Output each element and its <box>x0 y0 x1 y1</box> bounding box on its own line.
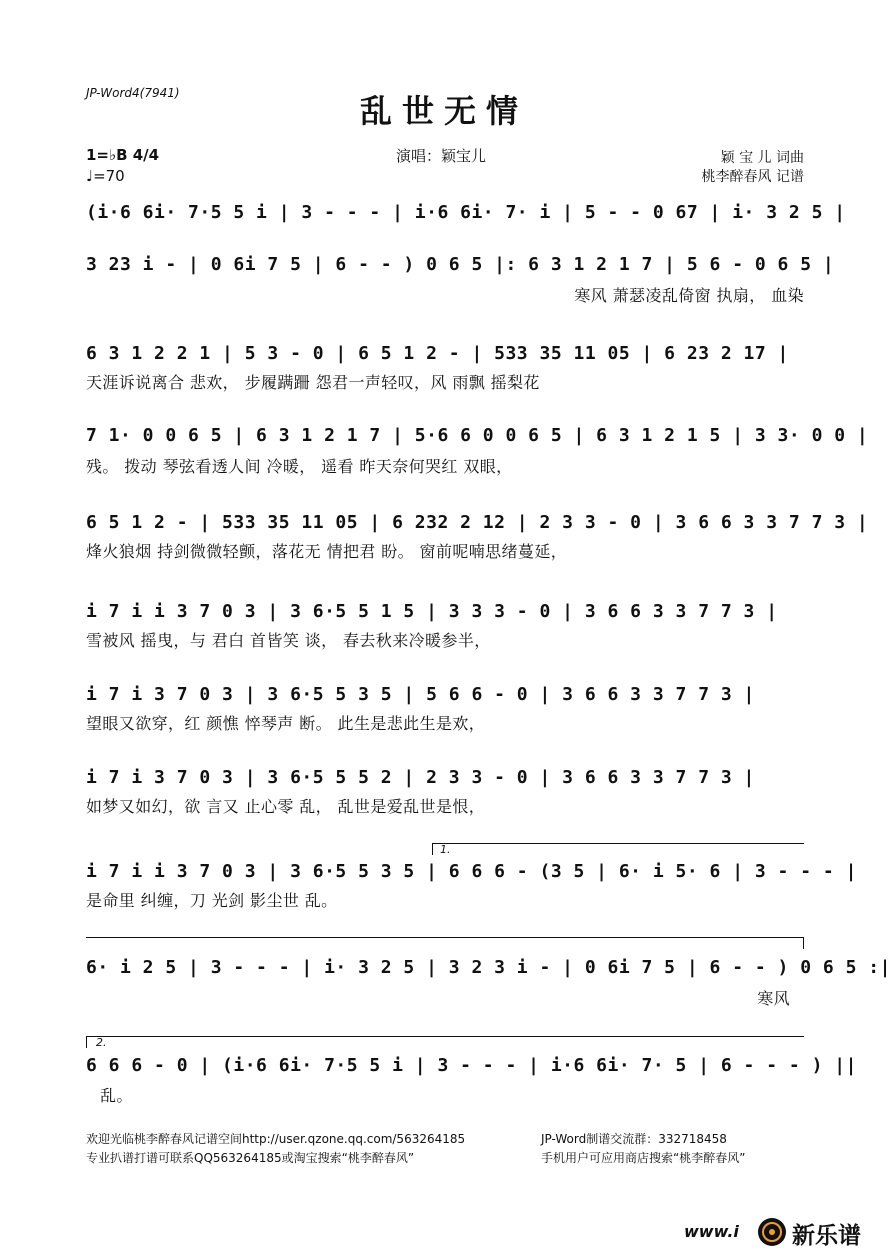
score-row-notes: 6· i 2 5 | 3 - - - | i· 3 2 5 | 3 2 3 i - | 0 6i 7 5 | 6 - - ) 0 6 5 :| <box>86 957 891 978</box>
first-ending-bracket <box>432 843 804 844</box>
score-row-lyrics: 烽火狼烟 持剑微微轻颤，落花无 情把君 盼。 窗前呢喃思绪蔓延， <box>86 542 568 561</box>
score-row-notes: 3 23 i - | 0 6i 7 5 | 6 - - ) 0 6 5 |: 6 3 1 2 1 7 | 5 6 - 0 6 5 | <box>86 254 835 275</box>
transcriber-credit: 桃李醉春风 记谱 <box>701 169 804 185</box>
score-row-lyrics: 残。 拨动 琴弦看透人间 冷暖， 遥看 昨天奈何哭红 双眼， <box>86 457 513 476</box>
score-row-notes: 6 6 6 - 0 | (i·6 6i· 7·5 5 i | 3 - - - | i·6 6i· 7· 5 | 6 - - - ) || <box>86 1055 857 1076</box>
watermark-brand: 新乐谱 <box>792 1223 861 1249</box>
lyricist-composer-credit: 颖 宝 儿 词曲 <box>720 150 804 166</box>
score-row-notes: 6 3 1 2 2 1 | 5 3 - 0 | 6 5 1 2 - | 533 35 11 05 | 6 23 2 17 | <box>86 343 789 364</box>
first-ending-bracket-end <box>803 937 804 949</box>
score-row-notes: 7 1· 0 0 6 5 | 6 3 1 2 1 7 | 5·6 6 0 0 6 5 | 6 3 1 2 1 5 | 3 3· 0 0 | <box>86 425 869 446</box>
score-row-lyrics: 寒风 <box>757 989 790 1008</box>
score-row-notes: i 7 i 3 7 0 3 | 3 6·5 5 5 2 | 2 3 3 - 0 | 3 6 6 3 3 7 7 3 | <box>86 767 755 788</box>
score-row-lyrics: 雪被风 摇曳，与 君白 首皆笑 谈， 春去秋来冷暖参半， <box>86 631 491 650</box>
footer-app-search: 手机用户可应用商店搜索“桃李醉春风” <box>541 1151 746 1165</box>
second-ending-bracket-hook <box>86 1036 87 1048</box>
first-ending-bracket-continued <box>86 937 804 938</box>
score-row-lyrics: 望眼又欲穿，红 颜憔 悴琴声 断。 此生是悲此生是欢， <box>86 714 486 733</box>
score-row-lyrics: 天涯诉说离合 悲欢， 步履蹒跚 怨君一声轻叹，风 雨飘 摇梨花 <box>86 373 540 392</box>
key-signature: 1=♭B 4/4 <box>86 146 160 164</box>
score-row-notes: (i·6 6i· 7·5 5 i | 3 - - - | i·6 6i· 7· i | 5 - - 0 67 | i· 3 2 5 | <box>86 202 846 223</box>
score-row-lyrics: 乱。 <box>100 1086 133 1105</box>
second-ending-bracket <box>86 1036 804 1037</box>
second-ending-number: 2. <box>96 1036 107 1049</box>
tempo-marking: ♩=70 <box>86 167 125 185</box>
footer-group: JP-Word制谱交流群：332718458 <box>541 1132 727 1146</box>
score-row-notes: i 7 i i 3 7 0 3 | 3 6·5 5 3 5 | 6 6 6 - (3 5 | 6· i 5· 6 | 3 - - - | <box>86 861 857 882</box>
score-row-lyrics: 是命里 纠缠，刀 光剑 影尘世 乱。 <box>86 891 338 910</box>
watermark-url: www.i <box>684 1222 739 1241</box>
first-ending-bracket-hook <box>432 843 433 855</box>
footer-contact: 专业扒谱打谱可联系QQ563264185或淘宝搜索“桃李醉春风” <box>86 1151 415 1165</box>
score-row-lyrics: 寒风 萧瑟凌乱倚窗 执扇， 血染 <box>574 286 804 305</box>
score-row-notes: i 7 i 3 7 0 3 | 3 6·5 5 3 5 | 5 6 6 - 0 | 3 6 6 3 3 7 7 3 | <box>86 684 755 705</box>
score-row-notes: i 7 i i 3 7 0 3 | 3 6·5 5 1 5 | 3 3 3 - 0 | 3 6 6 3 3 7 7 3 | <box>86 601 778 622</box>
record-icon <box>757 1217 787 1247</box>
score-row-notes: 6 5 1 2 - | 533 35 11 05 | 6 232 2 12 | 2 3 3 - 0 | 3 6 6 3 3 7 7 3 | <box>86 512 869 533</box>
score-row-lyrics: 如梦又如幻，欲 言又 止心零 乱， 乱世是爱乱世是恨， <box>86 797 486 816</box>
footer-website: 欢迎光临桃李醉春风记谱空间http://user.qzone.qq.com/563264185 <box>86 1132 466 1146</box>
software-source: JP-Word4(7941) <box>86 86 180 100</box>
first-ending-number: 1. <box>440 843 451 856</box>
singer-credit: 演唱：颖宝儿 <box>396 147 487 165</box>
song-title: 乱世无情 <box>359 92 528 130</box>
